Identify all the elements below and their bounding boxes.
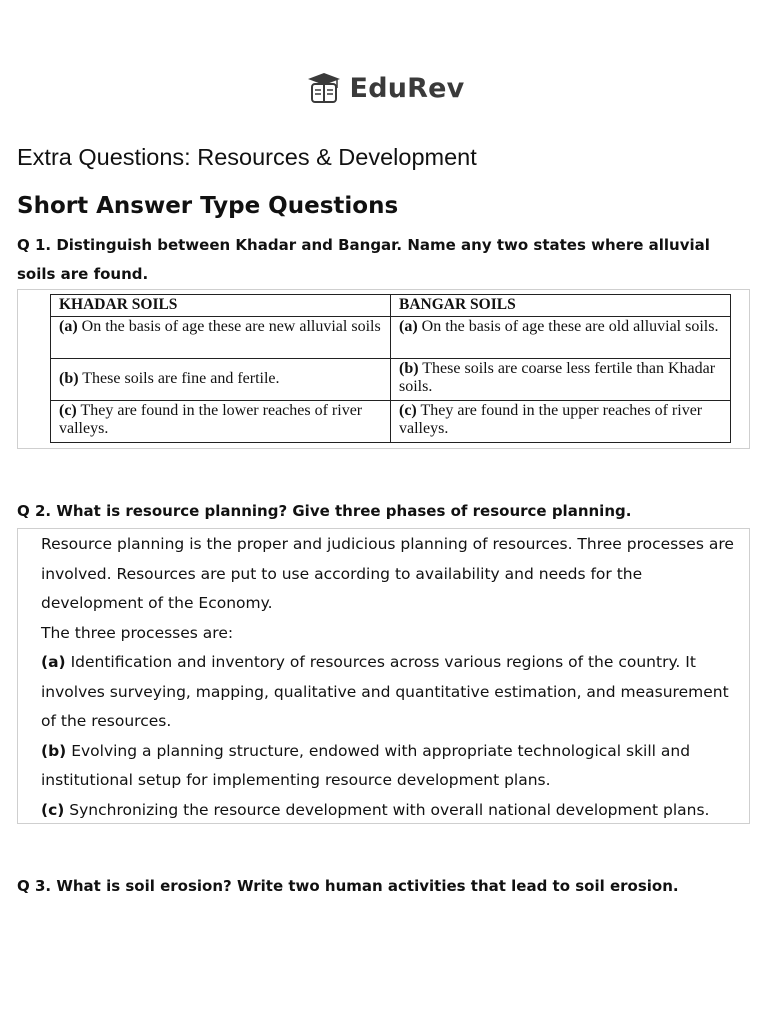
document-title: Extra Questions: Resources & Development xyxy=(17,144,477,170)
table-cell xyxy=(391,317,731,359)
question-2: Q 2. What is resource planning? Give three phases of resource planning. xyxy=(17,502,632,520)
question-1: Q 1. Distinguish between Khadar and Bangar. Name any two states where alluvial soils are found. xyxy=(17,236,710,283)
point-tag: (c) xyxy=(41,800,65,819)
point-text: Evolving a planning structure, endowed with appropriate technological skill and institutional setup for implementing resource development plans. xyxy=(41,741,691,789)
table-cell xyxy=(391,359,731,401)
cell-text: These soils are coarse less fertile than Khadar soils. xyxy=(399,360,716,395)
cell-text: On the basis of age these are old alluvial soils. xyxy=(417,318,719,335)
cell-text: They are found in the upper reaches of river valleys. xyxy=(399,402,703,437)
cell-tag: (a) xyxy=(59,318,78,335)
point-text: Synchronizing the resource development with overall national development plans. xyxy=(64,800,710,819)
table-row xyxy=(51,359,731,401)
brand-name: EduRev xyxy=(349,72,465,104)
cell-tag: (b) xyxy=(399,360,419,377)
cell-tag: (a) xyxy=(399,318,418,335)
answer-intro: Resource planning is the proper and judicious planning of resources. Three processes are involved. Resources are put to use according to availability and needs for the development of the Economy. xyxy=(41,535,734,612)
question-3: Q 3. What is soil erosion? Write two human activities that lead to soil erosion. xyxy=(17,877,679,895)
cell-tag: (c) xyxy=(59,402,77,419)
khadar-bangar-table xyxy=(50,294,731,443)
edurev-logo xyxy=(0,70,768,106)
cell-tag: (c) xyxy=(399,402,417,419)
point-text: Identification and inventory of resources across various regions of the country. It involves surveying, mapping, qualitative and quantitative estimation, and measurement of the resources. xyxy=(41,653,729,730)
section-heading: Short Answer Type Questions xyxy=(17,193,399,219)
table-cell xyxy=(51,359,391,401)
graduation-book-icon xyxy=(304,70,344,106)
table-row xyxy=(51,401,731,443)
answer-point xyxy=(41,737,739,796)
table-cell xyxy=(391,401,731,443)
point-tag: (b) xyxy=(41,741,67,760)
cell-text: They are found in the lower reaches of river valleys. xyxy=(59,402,363,437)
answer-point xyxy=(41,796,739,826)
point-tag: (a) xyxy=(41,653,66,671)
answer-box xyxy=(17,528,750,824)
table-header-khadar: KHADAR SOILS xyxy=(51,295,391,317)
table-cell xyxy=(51,401,391,443)
table-header-row xyxy=(51,295,731,317)
answer-lead: The three processes are: xyxy=(41,623,234,642)
cell-text: These soils are fine and fertile. xyxy=(78,370,280,387)
cell-text: On the basis of age these are new alluvial soils xyxy=(77,318,381,335)
table-cell xyxy=(51,317,391,359)
table-header-bangar: BANGAR SOILS xyxy=(391,295,731,317)
answer-point xyxy=(41,648,739,737)
cell-tag: (b) xyxy=(59,370,79,387)
table-row xyxy=(51,317,731,359)
